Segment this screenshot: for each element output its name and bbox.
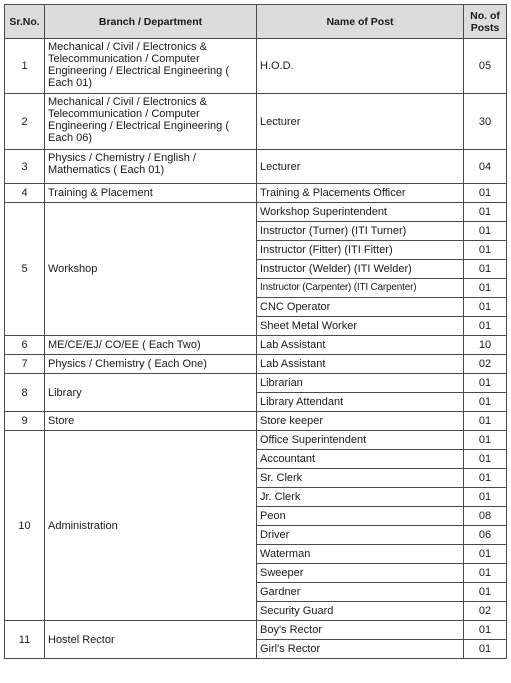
branch-cell: Mechanical / Civil / Electronics & Telecommunication / Computer Engineering / Electrical Engineering ( Each 06) bbox=[45, 94, 257, 150]
header-srno: Sr.No. bbox=[5, 5, 45, 39]
header-post: Name of Post bbox=[257, 5, 464, 39]
post-cell: H.O.D. bbox=[257, 39, 464, 94]
post-cell: Instructor (Carpenter) (ITI Carpenter) bbox=[257, 279, 464, 298]
num-posts-cell: 02 bbox=[464, 355, 507, 374]
branch-cell: ME/CE/EJ/ CO/EE ( Each Two) bbox=[45, 336, 257, 355]
table-row bbox=[5, 39, 507, 94]
post-cell: Lecturer bbox=[257, 150, 464, 184]
sr-no: 11 bbox=[5, 621, 45, 659]
table-row bbox=[5, 431, 507, 450]
num-posts-cell: 01 bbox=[464, 450, 507, 469]
branch-cell: Physics / Chemistry / English / Mathematics ( Each 01) bbox=[45, 150, 257, 184]
post-cell: Security Guard bbox=[257, 602, 464, 621]
post-cell: Librarian bbox=[257, 374, 464, 393]
num-posts-cell: 04 bbox=[464, 150, 507, 184]
vacancy-table bbox=[4, 4, 507, 659]
post-cell: Girl's Rector bbox=[257, 640, 464, 659]
branch-cell: Hostel Rector bbox=[45, 621, 257, 659]
post-cell: Instructor (Turner) (ITI Turner) bbox=[257, 222, 464, 241]
post-cell: Waterman bbox=[257, 545, 464, 564]
vacancy-document bbox=[4, 4, 506, 659]
branch-cell: Store bbox=[45, 412, 257, 431]
post-cell: Instructor (Fitter) (ITI Fitter) bbox=[257, 241, 464, 260]
header-branch: Branch / Department bbox=[45, 5, 257, 39]
num-posts-cell: 01 bbox=[464, 583, 507, 602]
branch-cell: Library bbox=[45, 374, 257, 412]
branch-cell: Physics / Chemistry ( Each One) bbox=[45, 355, 257, 374]
num-posts-cell: 01 bbox=[464, 317, 507, 336]
sr-no: 7 bbox=[5, 355, 45, 374]
header-num-posts-line2: Posts bbox=[470, 21, 500, 34]
table-row bbox=[5, 184, 507, 203]
branch-cell: Administration bbox=[45, 431, 257, 621]
num-posts-cell: 01 bbox=[464, 260, 507, 279]
num-posts-cell: 05 bbox=[464, 39, 507, 94]
num-posts-cell: 01 bbox=[464, 393, 507, 412]
sr-no: 2 bbox=[5, 94, 45, 150]
table-row bbox=[5, 94, 507, 150]
sr-no: 6 bbox=[5, 336, 45, 355]
sr-no: 9 bbox=[5, 412, 45, 431]
table-row bbox=[5, 203, 507, 222]
table-row bbox=[5, 374, 507, 393]
num-posts-cell: 08 bbox=[464, 507, 507, 526]
table-row bbox=[5, 412, 507, 431]
num-posts-cell: 02 bbox=[464, 602, 507, 621]
num-posts-cell: 01 bbox=[464, 545, 507, 564]
post-cell: Office Superintendent bbox=[257, 431, 464, 450]
post-cell: Sr. Clerk bbox=[257, 469, 464, 488]
header-num-posts bbox=[464, 5, 507, 39]
post-cell: Accountant bbox=[257, 450, 464, 469]
num-posts-cell: 01 bbox=[464, 431, 507, 450]
sr-no: 3 bbox=[5, 150, 45, 184]
post-cell: Store keeper bbox=[257, 412, 464, 431]
num-posts-cell: 06 bbox=[464, 526, 507, 545]
num-posts-cell: 01 bbox=[464, 241, 507, 260]
post-cell: Sweeper bbox=[257, 564, 464, 583]
num-posts-cell: 01 bbox=[464, 412, 507, 431]
post-cell: Peon bbox=[257, 507, 464, 526]
num-posts-cell: 01 bbox=[464, 469, 507, 488]
post-cell: CNC Operator bbox=[257, 298, 464, 317]
num-posts-cell: 01 bbox=[464, 640, 507, 659]
post-cell: Driver bbox=[257, 526, 464, 545]
num-posts-cell: 01 bbox=[464, 279, 507, 298]
num-posts-cell: 10 bbox=[464, 336, 507, 355]
post-cell: Library Attendant bbox=[257, 393, 464, 412]
header-num-posts-line1: No. of bbox=[470, 9, 500, 22]
num-posts-cell: 01 bbox=[464, 488, 507, 507]
num-posts-cell: 01 bbox=[464, 621, 507, 640]
post-cell: Lecturer bbox=[257, 94, 464, 150]
num-posts-cell: 01 bbox=[464, 203, 507, 222]
post-cell: Instructor (Welder) (ITI Welder) bbox=[257, 260, 464, 279]
num-posts-cell: 01 bbox=[464, 222, 507, 241]
sr-no: 1 bbox=[5, 39, 45, 94]
num-posts-cell: 01 bbox=[464, 298, 507, 317]
sr-no: 8 bbox=[5, 374, 45, 412]
sr-no: 4 bbox=[5, 184, 45, 203]
branch-cell: Mechanical / Civil / Electronics & Telecommunication / Computer Engineering / Electrical Engineering ( Each 01) bbox=[45, 39, 257, 94]
post-cell: Jr. Clerk bbox=[257, 488, 464, 507]
post-cell: Workshop Superintendent bbox=[257, 203, 464, 222]
table-row bbox=[5, 150, 507, 184]
post-cell: Sheet Metal Worker bbox=[257, 317, 464, 336]
sr-no: 10 bbox=[5, 431, 45, 621]
num-posts-cell: 01 bbox=[464, 374, 507, 393]
branch-cell: Training & Placement bbox=[45, 184, 257, 203]
header-row bbox=[5, 5, 507, 39]
branch-cell: Workshop bbox=[45, 203, 257, 336]
table-row bbox=[5, 621, 507, 640]
table-row bbox=[5, 355, 507, 374]
post-cell: Training & Placements Officer bbox=[257, 184, 464, 203]
post-cell: Gardner bbox=[257, 583, 464, 602]
post-cell: Boy's Rector bbox=[257, 621, 464, 640]
sr-no: 5 bbox=[5, 203, 45, 336]
post-cell: Lab Assistant bbox=[257, 336, 464, 355]
table-row bbox=[5, 336, 507, 355]
post-cell: Lab Assistant bbox=[257, 355, 464, 374]
num-posts-cell: 01 bbox=[464, 184, 507, 203]
num-posts-cell: 01 bbox=[464, 564, 507, 583]
num-posts-cell: 30 bbox=[464, 94, 507, 150]
